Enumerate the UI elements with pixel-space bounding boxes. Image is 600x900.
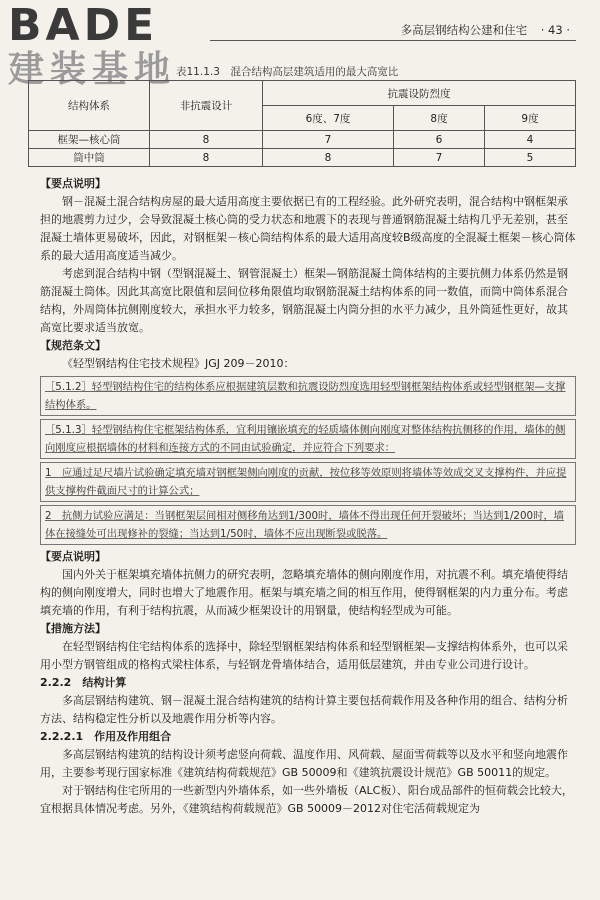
code-clause: ［5.1.3］轻型钢结构住宅框架结构体系，宜利用镶嵌填充的轻质墙体侧向刚度对整体结构抗侧移的作用，墙体的侧向刚度应根据墙体的材料和连接方式的不同由试验确定，并应符合下列要求： xyxy=(40,419,576,459)
header-system: 结构体系 xyxy=(29,81,150,131)
paragraph: 对于钢结构住宅所用的一些新型内外墙体系，如一些外墙板（ALC板）、阳台成品部件的恒荷载会比较大，宜根据具体情况考虑。另外，《建筑结构荷载规范》GB 50009－2012对住宅活荷载规定为 xyxy=(40,784,573,815)
section-heading: 【要点说明】 xyxy=(40,550,106,563)
table-caption: 表11.1.3 混合结构高层建筑适用的最大高宽比 xyxy=(176,66,399,78)
running-header xyxy=(401,22,570,38)
code-clause: ［5.1.2］轻型钢结构住宅的结构体系应根据建筑层数和抗震设防烈度选用轻型钢框架结构体系或轻型钢框架—支撑结构体系。 xyxy=(40,376,576,416)
code-reference: 《轻型钢结构住宅技术规程》JGJ 209－2010： xyxy=(62,357,295,370)
paragraph: 钢－混凝土混合结构房屋的最大适用高度主要依据已有的工程经验。此外研究表明，混合结构中钢框架承担的地震剪力过少，会导致混凝土核心筒的受力状态和地震下的表现与普通钢筋混凝土结构几乎无差别，甚至混凝土墙体更易破坏，因此，对钢框架－核心筒结构体系的最大适用高度较B级高度的全混凝土框架－核心筒体系的最大适用高度适当减少。 xyxy=(40,195,576,262)
table-cell: 6 xyxy=(394,131,485,149)
table-cell: 7 xyxy=(263,131,394,149)
page-number: · 43 · xyxy=(540,23,570,37)
max-aspect-ratio-table xyxy=(28,80,576,167)
section-heading: 2.2.2.1 作用及作用组合 xyxy=(40,730,172,743)
header-title: 多高层钢结构公建和住宅 xyxy=(400,23,528,37)
table-row xyxy=(29,149,576,167)
table-cell: 框架—核心筒 xyxy=(29,131,150,149)
header-sub: 6度、7度 xyxy=(263,106,394,131)
header-rule xyxy=(210,40,576,41)
code-clause: 1 应通过足尺墙片试验确定填充墙对钢框架侧向刚度的贡献，按位移等效原则将墙体等效成交叉支撑构件，并应提供支撑构件截面尺寸的计算公式； xyxy=(40,462,576,502)
section-heading: 【规范条文】 xyxy=(40,339,106,352)
paragraph: 在轻型钢结构住宅结构体系的选择中，除轻型钢框架结构体系和轻型钢框架—支撑结构体系外，也可以采用小型方钢管组成的格构式梁柱体系，与轻钢龙骨墙体结合，适用低层建筑，并由专业公司进行设计。 xyxy=(40,640,568,671)
table-cell: 4 xyxy=(485,131,576,149)
header-sub: 9度 xyxy=(485,106,576,131)
code-clause: 2 抗侧力试验应满足：当钢框架层间相对侧移角达到1/300时，墙体不得出现任何开裂破坏；当达到1/200时，墙体在接缝处可出现修补的裂缝；当达到1/50时，墙体不应出现断裂或脱落。 xyxy=(40,505,576,545)
section-heading: 【措施方法】 xyxy=(40,622,106,635)
logo-text-top: BADE xyxy=(8,0,159,51)
logo-text-bottom: 建装基地 xyxy=(8,49,177,90)
table-cell: 8 xyxy=(263,149,394,167)
section-heading: 【要点说明】 xyxy=(40,177,106,190)
paragraph: 考虑到混合结构中钢（型钢混凝土、钢管混凝土）框架—钢筋混凝土筒体结构的主要抗侧力体系仍然是钢筋混凝土筒体。因此其高宽比限值和层间位移角限值均取钢筋混凝土结构体系的同一数值，而筒中筒体系混合结构，外周筒体抗侧刚度较大，承担水平力较多，钢筋混凝土内筒分担的水平力减少，且外筒延性更好，故其高宽比要求适当放宽。 xyxy=(40,267,568,334)
section-heading: 2.2.2 结构计算 xyxy=(40,676,127,689)
body-text xyxy=(40,175,576,818)
header-seismic-group: 抗震设防烈度 xyxy=(263,81,576,106)
table-cell: 筒中筒 xyxy=(29,149,150,167)
header-sub: 8度 xyxy=(394,106,485,131)
table-cell: 5 xyxy=(485,149,576,167)
header-nonseismic: 非抗震设计 xyxy=(150,81,263,131)
paragraph: 多高层钢结构建筑的结构设计须考虑竖向荷载、温度作用、风荷载、屋面雪荷载等以及水平和竖向地震作用，主要参考现行国家标准《建筑结构荷载规范》GB 50009和《建筑抗震设计规范》GB 50011的规定。 xyxy=(40,748,568,779)
paragraph: 国内外关于框架填充墙体抗侧力的研究表明，忽略填充墙体的侧向刚度作用，对抗震不利。填充墙使得结构的侧向刚度增大，同时也增大了地震作用。框架与填充墙之间的相互作用，使得钢框架的内力重分布。考虑填充墙的作用，有利于结构抗震，从而减少框架设计的用钢量，使结构轻型成为可能。 xyxy=(40,568,568,617)
table-row xyxy=(29,131,576,149)
paragraph: 多高层钢结构建筑、钢－混凝土混合结构建筑的结构计算主要包括荷载作用及各种作用的组合、结构分析方法、结构稳定性分析以及地震作用分析等内容。 xyxy=(40,694,568,725)
table-cell: 7 xyxy=(394,149,485,167)
watermark-logo xyxy=(8,0,177,90)
table-cell: 8 xyxy=(150,131,263,149)
table-cell: 8 xyxy=(150,149,263,167)
